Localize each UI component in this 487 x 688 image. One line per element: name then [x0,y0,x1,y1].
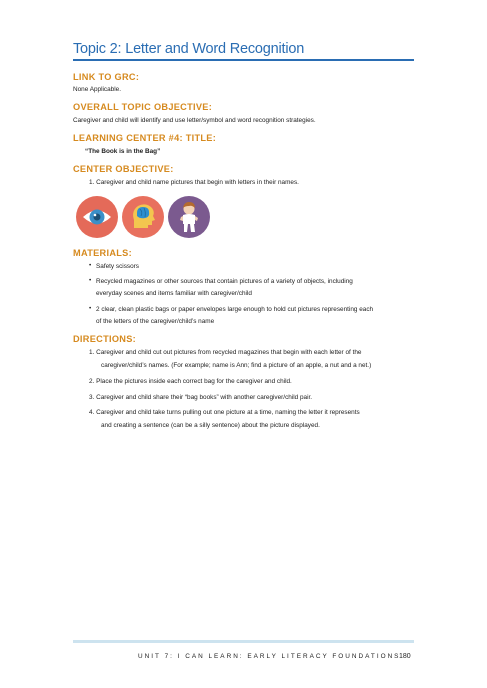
title-divider [73,59,414,61]
materials-item: Recycled magazines or other sources that contain pictures of a variety of objects, including [96,278,353,285]
footer-divider [73,640,414,643]
brain-head-icon [122,196,164,238]
directions-item: 2. Place the pictures inside each correct bag for the caregiver and child. [89,378,292,385]
bullet: • [89,277,92,284]
footer-unit-title: UNIT 7: I CAN LEARN: EARLY LITERACY FOUNDATIONS [138,653,401,660]
directions-item: 4. Caregiver and child take turns pulling out one picture at a time, naming the letter it represents [89,409,360,416]
page-number: 180 [399,653,411,660]
materials-item: Safety scissors [96,263,139,270]
child-icon [168,196,210,238]
materials-item: 2 clear, clean plastic bags or paper envelopes large enough to hold cut pictures representing each [96,306,374,313]
materials-item-cont: everyday scenes and items familiar with caregiver/child [96,290,252,297]
materials-heading: MATERIALS: [73,248,132,258]
center-objective-heading: CENTER OBJECTIVE: [73,164,174,174]
link-to-grc-heading: LINK TO GRC: [73,72,140,82]
materials-item-cont: of the letters of the caregiver/child’s name [96,318,215,325]
learning-center-heading: LEARNING CENTER #4: TITLE: [73,133,217,143]
center-objective-item: 1. Caregiver and child name pictures that begin with letters in their names. [89,179,299,186]
objective-heading: OVERALL TOPIC OBJECTIVE: [73,102,213,112]
eye-icon [76,196,118,238]
bullet: • [89,305,92,312]
directions-heading: DIRECTIONS: [73,334,137,344]
learning-center-title: “The Book is in the Bag” [85,148,161,155]
icon-row [76,196,216,240]
directions-item: 3. Caregiver and child share their “bag books” with another caregiver/child pair. [89,394,313,401]
page-title: Topic 2: Letter and Word Recognition [73,41,305,57]
link-to-grc-text: None Applicable. [73,86,121,93]
directions-item-cont: caregiver/child’s names. (For example; name is Ann; find a picture of an apple, a nut and a net.) [101,362,372,369]
bullet: • [89,262,92,269]
directions-item-cont: and creating a sentence (can be a silly sentence) about the picture displayed. [101,422,320,429]
directions-item: 1. Caregiver and child cut out pictures from recycled magazines that begin with each letter of the [89,349,362,356]
objective-text: Caregiver and child will identify and use letter/symbol and word recognition strategies. [73,117,316,124]
